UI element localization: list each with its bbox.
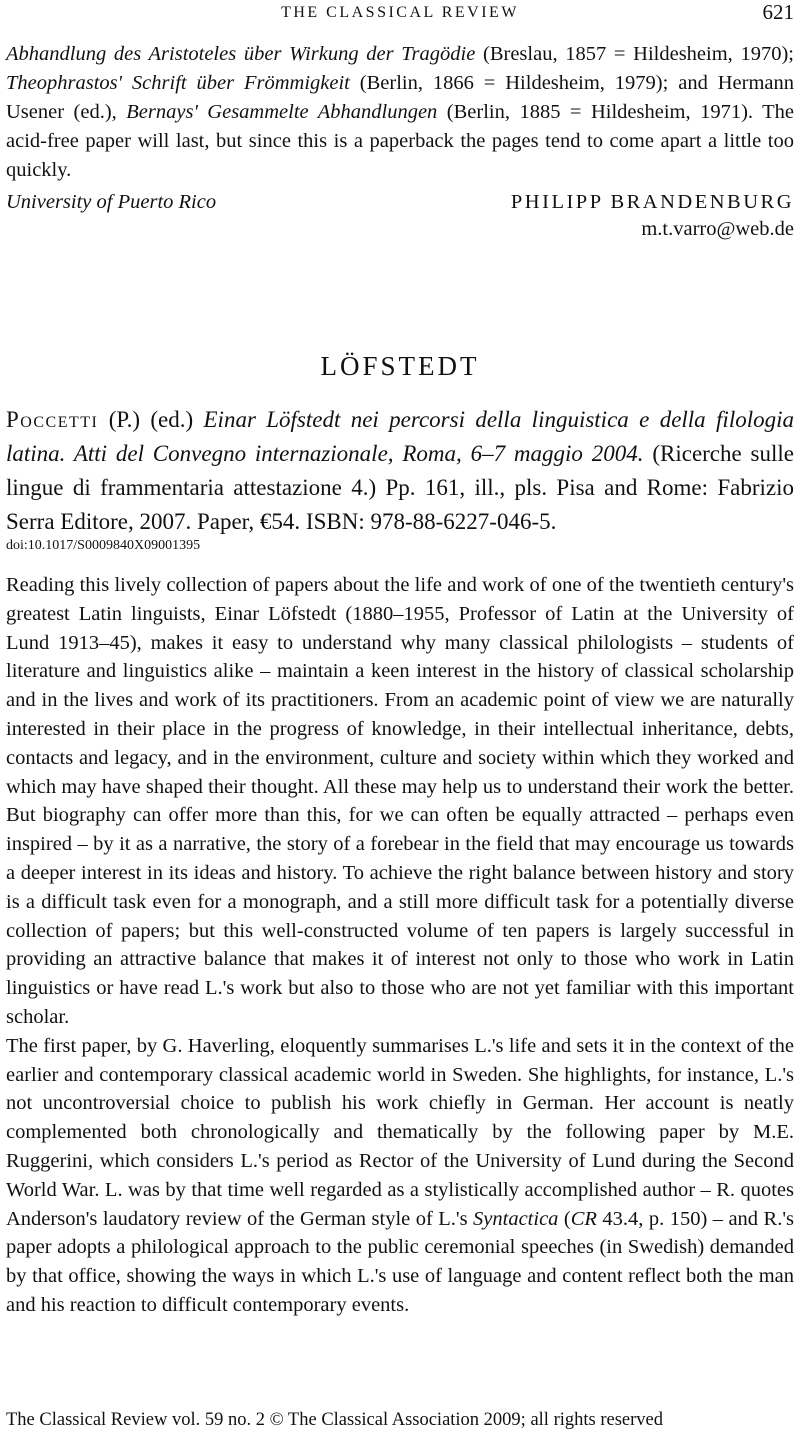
previous-review-ending — [6, 40, 794, 185]
reviewer-institution: University of Puerto Rico — [6, 191, 217, 213]
citation-editor: (P.) (ed.) — [98, 407, 204, 432]
work-title-1: Abhandlung des Aristoteles über Wirkung der Tragödie — [6, 43, 476, 65]
text-segment: (Berlin, 1885 = Hildesheim, 1971). The acid-free paper will last, but since this is a paperback the pages tend to come apart a little too quickly. — [6, 101, 795, 181]
text-segment: (Breslau, 1857 = Hildesheim, 1970); — [475, 43, 794, 65]
citation-details: (Ricerche sulle lingue di frammentaria attestazione 4.) Pp. 161, ill., pls. Pisa and Rome: Fabrizio Serra Editore, 2007. Paper, €54. ISBN: 978-88-6227-046-5. — [6, 441, 794, 534]
journal-name: THE CLASSICAL REVIEW — [281, 4, 519, 21]
running-head — [6, 2, 794, 26]
journal-page — [6, 0, 794, 1320]
work-title-2: Theophrastos' Schrift über Frömmigkeit — [6, 72, 350, 94]
text-segment: The first paper, by G. Haverling, eloquently summarises L.'s life and sets it in the context of the earlier and contemporary classical academic world in Sweden. She highlights, for instance, L.'s not uncontroversial choice to publish his work chiefly in German. Her account is neatly complemented both chronologically and thematically by the following paper by M.E. Ruggerini, which considers L.'s period as Rector of the University of Lund during the Second World War. L. was by that time well regarded as a stylistically accomplished author – R. quotes Anderson's laudatory review of the German style of L.'s — [6, 1034, 794, 1230]
review-body — [6, 571, 794, 1320]
section-title: LÖFSTEDT — [320, 351, 480, 381]
text-segment: 43.4, p. 150) – and R.'s paper adopts a philological approach to the public ceremonial speeches (in Swedish) demanded by that office, showing the ways in which L.'s use of language and content reflect both the man and his reaction to difficult contemporary events. — [6, 1207, 794, 1316]
text-segment: ( — [558, 1207, 571, 1230]
book-citation — [6, 403, 794, 539]
citation-author: Poccetti — [6, 407, 99, 432]
paragraph: Reading this lively collection of papers about the life and work of one of the twentieth century's greatest Latin linguists, Einar Löfstedt (1880–1955, Professor of Latin at the University of Lund 1913–45), makes it easy to understand why many classical philologists – students of literature and linguistics alike – maintain a keen interest in the history of classical scholarship and in the lives and work of its practitioners. From an academic point of view we are naturally interested in their place in the progress of knowledge, in their intellectual inheritance, debts, contacts and legacy, and in the environment, culture and society within which they worked and which may have shaped their thought. All these may help us to understand their work the better. But biography can offer more than this, for we can often be equally attracted – perhaps even inspired – by it as a narrative, the story of a forebear in the field that may encourage us towards a deeper interest in its ideas and history. To achieve the right balance between history and story is a difficult task even for a monograph, and a still more difficult task for a potentially diverse collection of papers; but this well-constructed volume of ten papers is largely successful in providing an attractive balance that makes it of interest not only to those who work in Latin linguistics or have read L.'s work but also to those who are not yet familiar with this important scholar. — [6, 574, 794, 1028]
page-number: 621 — [762, 0, 794, 24]
work-title-3: Bernays' Gesammelte Abhandlungen — [126, 101, 438, 123]
paragraph — [6, 1032, 794, 1320]
work-title: Syntactica — [473, 1207, 559, 1230]
reviewer-signature — [6, 191, 794, 251]
reviewer-name: PHILIPP BRANDENBURG — [510, 191, 794, 213]
citation-title: Einar Löfstedt nei percorsi della linguistica e della filologia latina. Atti del Convegno internazionale, Roma, 6–7 maggio 2004. — [6, 407, 794, 466]
journal-abbrev: CR — [570, 1207, 597, 1230]
copyright-footer: The Classical Review vol. 59 no. 2 © The Classical Association 2009; all rights reserved — [6, 1410, 663, 1430]
text-segment: (Berlin, 1866 = Hildesheim, 1979); and Hermann Usener (ed.), — [6, 72, 794, 123]
reviewer-email: m.t.varro@web.de — [641, 218, 794, 240]
doi: doi:10.1017/S0009840X09001395 — [6, 538, 201, 553]
